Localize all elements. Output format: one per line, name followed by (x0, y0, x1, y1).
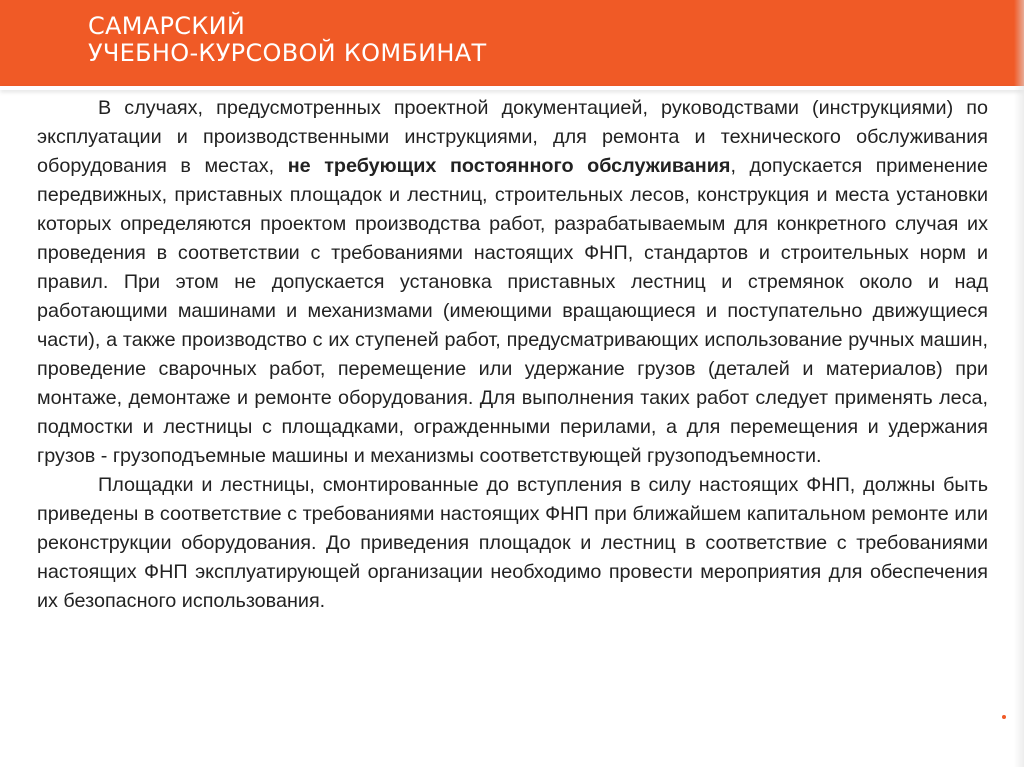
slide-body (37, 94, 988, 616)
paragraph-1-text-start: В случаях, предусмотренных проектной документацией, руководствами (инструкциями) по эксплуатации и производственными инструкциями, для ремонта и технического обслуживания оборудования в местах, (37, 97, 988, 177)
slide-edge-shading (1014, 0, 1024, 767)
paragraph-1 (37, 94, 988, 471)
paragraph-2: Площадки и лестницы, смонтированные до вступления в силу настоящих ФНП, должны быть приведены в соответствие с требованиями настоящих ФНП при ближайшем капитальном ремонте или реконструкции оборудования. До приведения площадок и лестниц в соответствие с требованиями настоящих ФНП эксплуатирующей организации необходимо провести мероприятия для обеспечения их безопасного использования. (37, 474, 988, 612)
corner-accent-dot (1002, 715, 1006, 719)
header-divider (0, 86, 1024, 90)
paragraph-1-bold-phrase: не требующих постоянного обслуживания (287, 155, 731, 177)
organization-title-line1: САМАРСКИЙ (88, 12, 246, 40)
organization-title-line2: УЧЕБНО-КУРСОВОЙ КОМБИНАТ (88, 39, 487, 67)
paragraph-1-text-end: , допускается применение передвижных, приставных площадок и лестниц, строительных лесов, конструкция и места установки которых определяются проектом производства работ, разрабатываемым для конкретного случая их проведения в соответствии с требованиями настоящих ФНП, стандартов и строительных норм и правил. При этом не допускается установка приставных лестниц и стремянок около и над работающими машинами и механизмами (имеющими вращающиеся и поступательно движущиеся части), а также производство с их ступеней работ, предусматривающих использование ручных машин, проведение сварочных работ, перемещение или удержание грузов (деталей и материалов) при монтаже, демонтаже и ремонте оборудования. Для выполнения таких работ следует применять леса, подмостки и лестницы с площадками, огражденными перилами, а для перемещения и удержания грузов - грузоподъемные машины и механизмы соответствующей грузоподъемности. (37, 155, 988, 467)
organization-title (88, 13, 486, 67)
slide-header (0, 0, 1024, 86)
